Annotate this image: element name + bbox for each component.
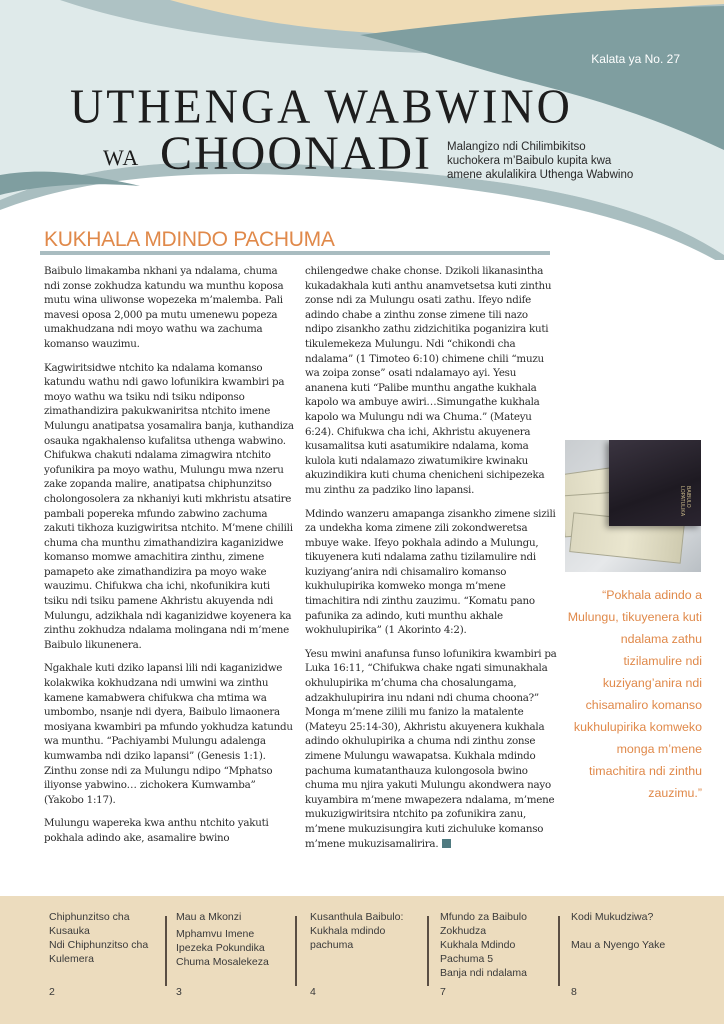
masthead-title-wa: WA — [103, 145, 140, 170]
issue-number: Kalata ya No. 27 — [591, 52, 680, 66]
paragraph: chilengedwe chake chonse. Dzikoli likanasintha kukadakhala kuti anthu anamvetsetsa kuti zinthu zonse ndi za Mulungu osati zathu. Ifeyo ndife adindo chabe a zinthu zonse zimene tili nazo ndipo zisankho zathu zidzichitika poganizira kuti tikulemekeza Mulungu. Ndi “chikondi cha ndalama” (1 Timoteo 6:10) chimene chili “muzu wa zoipa zonse” osati ndalamayo ayi. Yesu ananena kuti “Palibe munthu angathe kukhala kapolo wa ambuye awiri…Simungathe kukhala kapolo wa Mulungu ndi wa Chuma.” (Mateyu 6:24). Chifukwa cha ichi, Akhristu akuyenera kusamalitsa kuti asatumikire ndalama, koma kulola kuti ndalamazo ziwatumikire kwinaku akuzindikira kuti chuma chenicheni sichipezeka mu zinthu za padziko lino lapansi. — [305, 265, 552, 496]
paragraph-text: Yesu mwini anafunsa funso lofunikira kwambiri pa Luka 16:11, “Chifukwa chake ngati simunakhala okhulupirika m’chuma cha chosalungama, adzakhulupirira inu ndani ndi chuma choona?” Monga m’mene zilili mu fanizo la matalente (Mateyu 25:14-30), Akhristu akuyenera kukhala adindo okhulupirika a chuma ndi zinthu zonse zimene Mulungu wawapatsa. Kukhala mdindo pachuma kumatanthauza kulongosola bwino chuma mu njira yakuti Mulungu akondwera nayo kuyambira m’mene mwapezera ndalama, m’mene mukuzigwiritsira ntchito pa zofunikira zanu, m’mene mukuzisungira kuti zichuluke komanso m’mene mukuzisamalirira. — [305, 647, 557, 850]
toc-item[interactable]: Mau a Mkonzi Mphamvu Imene Ipezeka Pokundika Chuma Mosalekeza — [176, 911, 269, 968]
paragraph: Kagwiritsidwe ntchito ka ndalama komanso katundu wathu ndi gawo lofunikira kwambiri pa moyo wathu wa tsiku ndi tsiku ndiponso zimathandizira pakukwaniritsa ntchito imene Mulungu anatipatsa yosamalira banja, kuthandiza osauka ngakhalenso kufalitsa uthenga wabwino. Chifukwa chakuti ndalama zimagwira ntchito yofunikira pa moyo wathu, Mulungu mwa nzeru zake zopanda malire, anatipatsa chiphunzitso cholongosolera za nkhaniyi kuti mkhristu atsatire pambali popereka mfundo zabwino zachuma zakuti tikhoza kuzigwiritsa ntchito. M’mene chilili chuma cha munthu zimathandizira kaganizidwe komanso momwe amachitira zinthu, zimene pamapeto ake zimathandizira pa moyo wake wauzimu. Chifukwa cha ichi, nkofunikira kuti tsiku ndi tsiku pamene Akhristu akuyenda ndi Mulungu, adzikhala ndi kaganizidwe koyenera ka zinthu zokhudza ndalama molingana ndi m’mene Baibulo likunenera. — [44, 361, 294, 651]
paragraph: Ngakhale kuti dziko lapansi lili ndi kaganizidwe kolakwika kokhudzana ndi umwini wa zinthu kamene kamabwera chifukwa cha mtima wa umbombo, nsanje ndi dyera, Baibulo limaonera mosiyana kwambiri pa mfundo yokhudza katundu wa munthu. “Pachiyambi Mulungu adalenga kumwamba ndi dziko lapansi” (Genesis 1:1). Zinthu zonse ndi za Mulungu ndipo “Mphatso iliyonse yabwino… zichokera Kumwamba” (Yakobo 1:17). — [44, 662, 293, 806]
article-column-2 — [305, 264, 557, 860]
pull-quote: “Pokhala adindo a Mulungu, tikuyenera kuti ndalama zathu tizilamulire ndi kuziyang’anira ndi chisamaliro komanso kukhulupirika komweko monga m’mene timachitira ndi zinthu zauzimu.” — [567, 588, 702, 800]
tagline-line: kuchokera m’Baibulo kupita kwa — [447, 155, 612, 167]
toc-page-number: 8 — [571, 986, 577, 998]
toc-divider — [427, 916, 429, 986]
title-divider — [40, 251, 550, 255]
end-of-article-mark-icon — [442, 839, 451, 848]
toc-item[interactable]: Mfundo za Baibulo Zokhudza Kukhala Mdindo Pachuma 5 Banja ndi ndalama — [440, 911, 527, 979]
toc-page-number: 7 — [440, 986, 446, 998]
tagline-line: amene akulalikira Uthenga Wabwino — [447, 169, 634, 181]
toc-item[interactable]: Kusanthula Baibulo: Kukhala mdindo pachuma — [310, 911, 404, 951]
masthead-tagline — [447, 140, 633, 182]
paragraph: Baibulo limakamba nkhani ya ndalama, chuma ndi zonse zokhudza katundu wa munthu koposa mutu wina uliwonse wopezeka m’malemba. Pali mavesi oposa 2,000 pa mutu umenewu popeza umakhudzana ndi moyo wathu wa zachuma komanso wauzimu. — [44, 265, 284, 350]
toc-item[interactable]: Kodi Mukudziwa? Mau a Nyengo Yake — [571, 911, 666, 951]
bible-book-shape — [609, 440, 701, 526]
paragraph: Mulungu wapereka kwa anthu ntchito yakuti pokhala adindo ake, asamalire bwino — [44, 817, 269, 844]
masthead-title-line1: UTHENGA WABWINO — [70, 79, 573, 134]
article-title: KUKHALA MDINDO PACHUMA — [44, 228, 335, 251]
toc-page-number: 3 — [176, 986, 182, 998]
toc-item[interactable]: Chiphunzitso cha Kusauka Ndi Chiphunzitso cha Kulemera — [49, 911, 149, 965]
tagline-line: Malangizo ndi Chilimbikitso — [447, 141, 586, 153]
toc-divider — [295, 916, 297, 986]
toc-divider — [558, 916, 560, 986]
toc-page-number: 4 — [310, 986, 316, 998]
table-of-contents — [0, 896, 724, 1024]
paragraph — [305, 647, 557, 851]
bible-spine-text: BAIBULO LOPATULIKA — [679, 486, 691, 517]
bible-and-money-photo — [565, 440, 701, 572]
toc-divider — [165, 916, 167, 986]
masthead-title-line2: CHOONADI — [160, 127, 432, 180]
paragraph: Mdindo wanzeru amapanga zisankho zimene sizili za undekha koma zimene zili zokondweretsa mbuye wake. Ifeyo pokhala adindo a Mulungu, tikuyenera kuti ndalama zathu tizilamulire ndi kuziyang’anira ndi chisamaliro komanso kukhulupirika komweko monga m’mene timachitira ndi zinthu zauzimu. “Komatu pano pafunika za adindo, kuti munthu akhale wokhulupirika” (1 Akorinto 4:2). — [305, 507, 556, 637]
article-column-1 — [44, 264, 294, 855]
toc-page-number: 2 — [49, 986, 55, 998]
